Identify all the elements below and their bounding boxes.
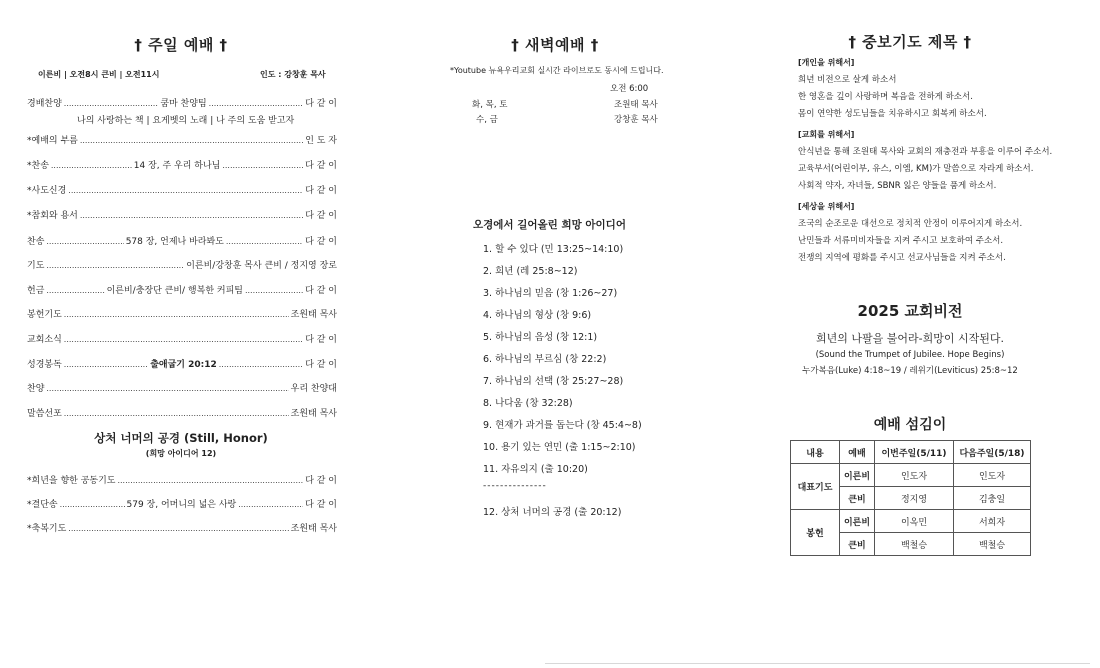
header-this-week: 이번주일(5/11) xyxy=(875,441,954,464)
dot-leader xyxy=(80,136,303,146)
dot-leader xyxy=(60,500,125,510)
order-label: *축복기도 xyxy=(27,524,67,534)
dot-leader xyxy=(46,261,184,271)
order-detail: 이른비/충장단 큰비/ 행복한 커피팀 xyxy=(106,286,243,296)
dawn-worship-title: † 새벽예배 † xyxy=(511,36,599,54)
scan-edge-line xyxy=(545,663,1090,664)
hope-item: 2. 희년 (레 25:8~12) xyxy=(483,266,578,277)
order-detail: 578 장, 언제나 바라봐도 xyxy=(125,237,224,247)
prayer-line: 전쟁의 지역에 평화를 주시고 선교사님들을 지켜 주소서. xyxy=(798,253,1006,263)
dawn-time: 오전 6:00 xyxy=(610,84,649,94)
table-row xyxy=(791,510,1031,533)
header-service: 예배 xyxy=(840,441,875,464)
prayer-title: † 중보기도 제목 † xyxy=(848,33,972,51)
order-value: 다 같 이 xyxy=(305,237,337,247)
servers-header-row xyxy=(791,441,1031,464)
hope-item-last: 12. 상처 너머의 공경 (출 20:12) xyxy=(483,507,622,518)
order-label: *예배의 부름 xyxy=(27,136,78,146)
order-value: 다 같 이 xyxy=(305,286,337,296)
dot-leader xyxy=(46,237,123,247)
dot-leader xyxy=(245,286,303,296)
prayer-line: 조국의 순조로운 대선으로 정치적 안정이 이루어지게 하소서. xyxy=(798,219,1023,229)
order-value: 조원태 목사 xyxy=(290,310,337,320)
table-cell: 백철승 xyxy=(875,533,954,556)
order-row xyxy=(27,406,337,419)
order-value: 다 같 이 xyxy=(305,186,337,196)
order-row xyxy=(27,133,337,146)
vision-slogan: 희년의 나팔을 불어라-희망이 시작된다. xyxy=(816,332,1004,345)
order-label: *참회와 용서 xyxy=(27,211,78,221)
order-detail: 출애굽기 20:12 xyxy=(150,360,217,370)
table-cell: 큰비 xyxy=(840,533,875,556)
table-cell: 이옥민 xyxy=(875,510,954,533)
hope-item: 8. 나다움 (창 32:28) xyxy=(483,398,573,409)
hope-item: 6. 하나님의 부르심 (창 22:2) xyxy=(483,354,607,365)
dawn-row-1-leader: 조원태 목사 xyxy=(614,100,658,110)
prayer-group-heading: [교회를 위해서] xyxy=(798,130,855,139)
order-detail: 14 장, 주 우리 하나님 xyxy=(133,161,221,171)
servers-title: 예배 섬김이 xyxy=(873,417,947,433)
order-label: 말씀선포 xyxy=(27,409,62,419)
dot-leader xyxy=(46,384,288,394)
sunday-worship-title: † 주일 예배 † xyxy=(134,36,228,54)
order-value: 인 도 자 xyxy=(305,136,337,146)
order-value: 다 같 이 xyxy=(305,99,337,109)
order-label: *사도신경 xyxy=(27,186,67,196)
sermon-subtitle: (희망 아이디어 12) xyxy=(145,449,217,458)
dot-leader xyxy=(222,161,303,171)
hope-item: 7. 하나님의 선택 (창 25:27~28) xyxy=(483,376,624,387)
order-label: 성경봉독 xyxy=(27,360,62,370)
dot-leader xyxy=(68,186,303,196)
order-value: 다 같 이 xyxy=(305,476,337,486)
dot-leader xyxy=(46,286,104,296)
prayer-line: 몸이 연약한 성도님들을 치유하시고 회복케 하소서. xyxy=(798,109,987,119)
order-detail: 쿰마 찬양팀 xyxy=(160,99,207,109)
header-content: 내용 xyxy=(791,441,840,464)
vision-scripture: 누가복음(Luke) 4:18~19 / 레위기(Leviticus) 25:8~12 xyxy=(802,366,1018,376)
order-label: 헌금 xyxy=(27,286,45,296)
prayer-group-heading: [세상을 위해서] xyxy=(798,202,855,211)
order-value: 우리 찬양대 xyxy=(290,384,337,394)
dot-leader xyxy=(64,409,289,419)
order-value: 다 같 이 xyxy=(305,211,337,221)
hope-item: 9. 현재가 과거를 돕는다 (창 45:4~8) xyxy=(483,420,642,431)
youtube-note: *Youtube 뉴욕우리교회 실시간 라이브로도 동시에 드립니다. xyxy=(450,66,664,75)
dawn-row-2-days: 수, 금 xyxy=(476,115,498,125)
table-cell: 인도자 xyxy=(875,464,954,487)
order-label: 찬송 xyxy=(27,237,45,247)
praise-songs-subtitle: 나의 사랑하는 책 | 요게벳의 노래 | 나 주의 도움 받고자 xyxy=(77,116,295,126)
vision-title: 2025 교회비전 xyxy=(857,302,963,320)
dot-leader xyxy=(64,360,148,370)
order-value: 다 같 이 xyxy=(305,500,337,510)
dot-leader xyxy=(64,310,289,320)
hope-item: 5. 하나님의 음성 (창 12:1) xyxy=(483,332,598,343)
dot-leader xyxy=(209,99,304,109)
hope-item: 11. 자유의지 (출 10:20) xyxy=(483,464,588,475)
dawn-worship-column xyxy=(440,0,670,668)
order-row xyxy=(27,158,337,171)
order-row xyxy=(27,521,337,534)
order-row xyxy=(27,357,337,370)
sermon-title: 상처 너머의 공경 (Still, Honor) xyxy=(94,431,268,445)
order-value: 다 같 이 xyxy=(305,360,337,370)
hope-item: 1. 할 수 있다 (민 13:25~14:10) xyxy=(483,244,624,255)
dawn-row-1-days: 화, 목, 토 xyxy=(472,100,508,110)
table-cell: 인도자 xyxy=(954,464,1031,487)
order-label: 봉헌기도 xyxy=(27,310,62,320)
servers-table xyxy=(790,440,1031,556)
order-label: *희년을 향한 공동기도 xyxy=(27,476,116,486)
dot-leader xyxy=(68,524,288,534)
service-times: 이른비 | 오전8시 큰비 | 오전11시 xyxy=(38,70,160,79)
table-row xyxy=(791,464,1031,487)
prayer-line: 한 영혼을 깊이 사랑하며 복음을 전하게 하소서. xyxy=(798,92,973,102)
hope-item: 3. 하나님의 믿음 (창 1:26~27) xyxy=(483,288,618,299)
hope-item: 4. 하나님의 형상 (창 9:6) xyxy=(483,310,592,321)
table-cell: 이른비 xyxy=(840,464,875,487)
prayer-line: 희년 비전으로 살게 하소서 xyxy=(798,75,897,85)
order-row xyxy=(27,497,337,510)
order-label: 경배찬양 xyxy=(27,99,62,109)
hope-item: 10. 용기 있는 연민 (출 1:15~2:10) xyxy=(483,442,636,453)
order-row xyxy=(27,332,337,345)
order-value: 다 같 이 xyxy=(305,161,337,171)
dot-leader xyxy=(64,99,159,109)
prayer-line: 난민들과 서류미비자들을 지켜 주시고 보호하여 주소서. xyxy=(798,236,1004,246)
dot-leader xyxy=(80,211,303,221)
dawn-row-2-leader: 강창훈 목사 xyxy=(614,115,658,125)
table-cell: 김충일 xyxy=(954,487,1031,510)
order-label: 찬양 xyxy=(27,384,45,394)
order-row xyxy=(27,473,337,486)
table-cell: 이른비 xyxy=(840,510,875,533)
hope-separator: --------------- xyxy=(483,481,547,491)
dot-leader xyxy=(51,161,132,171)
order-value: 다 같 이 xyxy=(305,335,337,345)
order-row xyxy=(27,183,337,196)
order-label: *찬송 xyxy=(27,161,49,171)
prayer-line: 교육부서(어린이부, 유스, 이엠, KM)가 말씀으로 자라게 하소서. xyxy=(798,164,1034,174)
order-value: 이른비/강창훈 목사 큰비 / 정지영 장로 xyxy=(186,261,337,271)
order-row xyxy=(27,208,337,221)
vision-english: (Sound the Trumpet of Jubilee. Hope Begins) xyxy=(815,350,1005,360)
order-row xyxy=(27,96,337,109)
table-cell: 서희자 xyxy=(954,510,1031,533)
service-leader: 인도 : 강창훈 목사 xyxy=(260,70,326,79)
prayer-line: 사회적 약자, 자녀들, SBNR 잃은 양들을 품게 하소서. xyxy=(798,181,997,191)
order-row xyxy=(27,307,337,320)
dot-leader xyxy=(219,360,303,370)
order-label: 기도 xyxy=(27,261,45,271)
order-label: *결단송 xyxy=(27,500,58,510)
table-cell: 정지영 xyxy=(875,487,954,510)
prayer-column xyxy=(790,0,1070,668)
sunday-worship-column xyxy=(20,0,342,668)
group-offering: 봉헌 xyxy=(791,510,840,556)
group-prayer: 대표기도 xyxy=(791,464,840,510)
prayer-group-heading: [개인을 위해서] xyxy=(798,58,855,67)
order-label: 교회소식 xyxy=(27,335,62,345)
dot-leader xyxy=(226,237,303,247)
order-row xyxy=(27,234,337,247)
dot-leader xyxy=(64,335,303,345)
order-detail: 579 장, 어머니의 넓은 사랑 xyxy=(126,500,237,510)
prayer-line: 안식년을 통해 조원태 목사와 교회의 재충전과 부흥을 이루어 주소서. xyxy=(798,147,1053,157)
order-row xyxy=(27,258,337,271)
hope-ideas-title: 오경에서 길어올린 희망 아이디어 xyxy=(473,219,626,231)
order-row xyxy=(27,381,337,394)
order-value: 조원태 목사 xyxy=(290,409,337,419)
order-row xyxy=(27,283,337,296)
table-cell: 큰비 xyxy=(840,487,875,510)
dot-leader xyxy=(117,476,303,486)
dot-leader xyxy=(238,500,303,510)
header-next-week: 다음주일(5/18) xyxy=(954,441,1031,464)
table-cell: 백철승 xyxy=(954,533,1031,556)
order-value: 조원태 목사 xyxy=(290,524,337,534)
